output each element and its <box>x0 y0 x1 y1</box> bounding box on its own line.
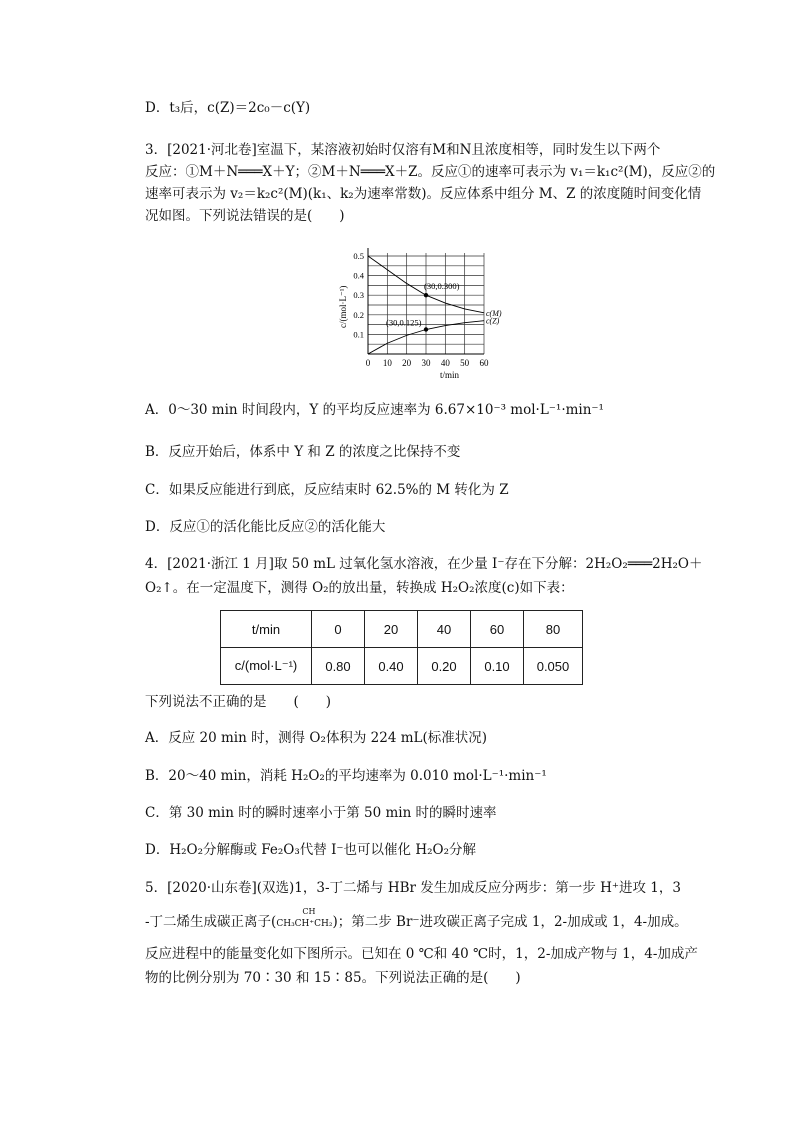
y-tick-label: 0.4 <box>353 270 364 281</box>
q5-stem-line-3: 反应进程中的能量变化如下图所示。已知在 0 ℃和 40 ℃时，1，2-加成产物与 1，4-加成产 <box>145 946 698 962</box>
table-cell: c/(mol·L⁻¹) <box>221 648 312 685</box>
table-row <box>221 611 583 648</box>
table-cell: 0.10 <box>471 648 524 685</box>
table-row <box>221 648 583 685</box>
q3-stem-line-1: 3．[2021·河北卷]室温下，某溶液初始时仅溶有M和N且浓度相等，同时发生以下两个 <box>145 142 661 158</box>
q5-stem-line-4: 物的比例分别为 70∶30 和 15∶85。下列说法正确的是( ) <box>145 970 521 986</box>
carbocation-structure-top: CH <box>302 907 316 916</box>
data-point <box>424 327 428 331</box>
q3-option-c: C．如果反应能进行到底，反应结束时 62.5%的 M 转化为 Z <box>145 482 509 498</box>
q4-option-a: A．反应 20 min 时，测得 O₂体积为 224 mL(标准状况) <box>145 730 488 746</box>
q4-stem-line-1: 4．[2021·浙江 1 月]取 50 mL 过氧化氢水溶液，在少量 I⁻存在下分解：2H₂O₂═══2H₂O＋ <box>145 556 703 572</box>
q4-option-d: D．H₂O₂分解酶或 Fe₂O₃代替 I⁻也可以催化 H₂O₂分解 <box>145 842 476 858</box>
x-tick-label: 30 <box>421 358 431 368</box>
q3-option-a: A．0～30 min 时间段内，Y 的平均反应速率为 6.67×10⁻³ mol·L⁻¹·min⁻¹ <box>145 402 604 418</box>
carbocation-structure-body: CH₃CH⁺CH₂ <box>276 919 333 929</box>
table-cell: 0.80 <box>312 648 365 685</box>
table-cell: 80 <box>524 611 583 648</box>
table-cell: 0 <box>312 611 365 648</box>
series-label: c(Z) <box>486 316 500 326</box>
q4-option-c: C．第 30 min 时的瞬时速率小于第 50 min 时的瞬时速率 <box>145 805 497 821</box>
q5-stem-line-2b: )；第二步 Br⁻进攻碳正离子完成 1，2-加成或 1，4-加成。 <box>332 914 688 930</box>
q3-stem-line-3: 速率可表示为 v₂＝k₂c²(M)(k₁、k₂为速率常数)。反应体系中组分 M、Z 的浓度随时间变化情 <box>145 186 702 202</box>
q5-stem-line-2a: -丁二烯生成碳正离子( <box>145 914 277 930</box>
q3-stem-line-4: 况如图。下列说法错误的是( ) <box>145 208 345 224</box>
q5-stem-line-1: 5．[2020·山东卷](双选)1，3-丁二烯与 HBr 发生加成反应分两步：第一步 H⁺进攻 1，3 <box>145 880 681 896</box>
x-tick-label: 20 <box>402 358 412 368</box>
series-label: c(M) <box>486 308 502 318</box>
x-tick-label: 60 <box>479 358 489 368</box>
q5-stem-line-2 <box>145 907 688 934</box>
table-cell: 60 <box>471 611 524 648</box>
chart-annotations <box>386 281 460 332</box>
x-tick-label: 10 <box>382 358 392 368</box>
table-cell: 20 <box>365 611 418 648</box>
y-tick-label: 0.3 <box>353 290 364 301</box>
y-axis-label: c/(mol·L⁻¹) <box>338 285 348 328</box>
q3-stem-line-2: 反应：①M＋N═══X＋Y；②M＋N═══X＋Z。反应①的速率可表示为 v₁＝k₁c²(M)，反应②的 <box>145 164 716 180</box>
data-point <box>424 293 428 297</box>
point-annotation: (30,0.300) <box>424 281 460 292</box>
chart-grid <box>368 248 484 354</box>
q4-stem-line-2: O₂↑。在一定温度下，测得 O₂的放出量，转换成 H₂O₂浓度(c)如下表： <box>145 580 574 596</box>
concentration-time-chart <box>330 248 510 383</box>
concentration-table <box>220 610 583 685</box>
x-tick-label: 0 <box>365 358 371 368</box>
table-cell: 0.40 <box>365 648 418 685</box>
q3-option-d: D．反应①的活化能比反应②的活化能大 <box>145 519 386 535</box>
y-tick-label: 0.2 <box>353 309 364 320</box>
point-annotation: (30,0.125) <box>386 317 422 328</box>
table-cell: 0.050 <box>524 648 583 685</box>
q4-option-b: B．20～40 min，消耗 H₂O₂的平均速率为 0.010 mol·L⁻¹·min⁻¹ <box>145 768 547 784</box>
table-cell: 40 <box>418 611 471 648</box>
table-cell: t/min <box>221 611 312 648</box>
carbocation-structure <box>276 907 333 934</box>
q3-option-b: B．反应开始后，体系中 Y 和 Z 的浓度之比保持不变 <box>145 444 461 460</box>
y-tick-label: 0.1 <box>353 329 364 340</box>
q2-option-d: D．t₃后，c(Z)＝2c₀－c(Y) <box>145 100 311 116</box>
table-cell: 0.20 <box>418 648 471 685</box>
y-tick-label: 0.5 <box>353 251 364 261</box>
x-tick-label: 50 <box>460 358 470 368</box>
x-axis-label: t/min <box>440 370 460 380</box>
q4-stem-line-3: 下列说法不正确的是 ( ) <box>145 694 332 710</box>
x-tick-label: 40 <box>440 358 450 368</box>
